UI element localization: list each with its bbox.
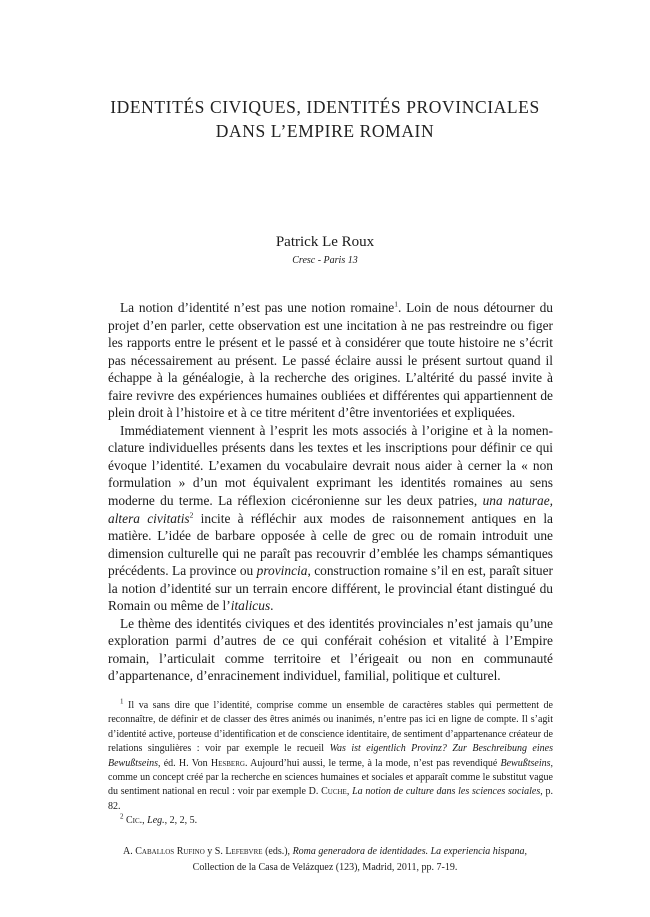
footnote-1-text-f: , p. 82.: [108, 786, 553, 812]
footnote-2-text-a: ,: [142, 815, 148, 827]
author-name: Patrick Le Roux: [275, 234, 375, 250]
paragraph-2-text-b: incite à réfléchir aux modes de raisonnement antiques en la matière. L’idée de barbare opposée à celle de grec ou de romain introduit une dimension culturelle qui ne paraît pas recouvrir d’emblée les champs sémantiques précédents. La province ou: [108, 510, 553, 579]
citation-text-c: (eds.),: [262, 846, 293, 857]
footnote-2: [108, 814, 553, 828]
citation-text-b: y S.: [204, 846, 226, 857]
footnote-ref-1[interactable]: 1: [394, 299, 398, 309]
citation-book-title: Roma generadora de identidades. La experiencia hispana,: [292, 846, 527, 857]
footnote-1-text-e: ,: [346, 786, 353, 798]
footnote-1-text-d: , comme un concept créé par la recherche en sciences humaines et sociales et apparaît comme le substitut vague du sentiment national en recul : voir par exemple D.: [108, 757, 553, 798]
paragraph-3: Le thème des identités civiques et des identités provinciales n’est jamais qu’une exploration parmi d’autres de ce qui conférait cohésion et vitalité à l’Empire romain, l’articulait comme territoire et l’érigeait ou non en communauté d’appartenance, d’enracinement individuel, familial, politique et culturel.: [108, 615, 553, 684]
footnote-1-author: Cuche: [321, 786, 347, 798]
footnotes: [108, 699, 553, 829]
paragraph-1-text-b: . Loin de nous détourner du projet d’en parler, cette observation est une incitation à ne pas restreindre ou figer les rapports entre le présent et le passé et à considérer que toute histoire ne s’écrit pas nécessairement au présent. Le passé éclaire aussi le présent surtout quand il échappe à la généalogie, à la recherche des origines. L’altérité du passé invite à faire revivre des expériences humaines oubliées et différentes qui appartiennent de plein droit à l’histoire et à ce titre méritent d’être inventoriées et expliquées.: [108, 300, 553, 421]
footnote-1-text-b: , éd. H. Von: [158, 757, 211, 769]
term-italicus: italicus: [230, 598, 271, 614]
footnote-1-editor: Hesberg: [210, 757, 245, 769]
paragraph-1: [108, 299, 553, 422]
term-provincia: provincia: [256, 563, 308, 579]
source-citation: [0, 844, 650, 876]
citation-line-2: Collection de la Casa de Velázquez (123), Madrid, 2011, pp. 7-19.: [192, 862, 458, 873]
footnote-ref-2[interactable]: 2: [189, 510, 194, 520]
paragraph-2: [108, 422, 553, 615]
citation-text-a: A.: [123, 846, 136, 857]
paragraph-2-text-a: Immédiatement viennent à l’esprit les mots associés à l’origine et à la nomenclature individuelles présents dans les textes et les inscriptions pour définir ce qui évoque l’identité. L’examen du vocabulaire devrait nous aider à cerner la « non formulation » d’un mot équivalent exprimant les identités romaines au sens moderne du terme. La réflexion cicéronienne sur les deux patries,: [108, 422, 553, 509]
footnote-2-work: Leg.: [147, 815, 165, 827]
paragraph-1-text-a: La notion d’identité n’est pas une notion romaine: [120, 300, 395, 315]
citation-line-1: [0, 844, 650, 860]
footnote-2-number: 2: [120, 812, 124, 821]
paragraph-2-text-d: .: [270, 598, 274, 614]
footnote-1-text-a: Il va sans dire que l’identité, comprise comme un ensemble de caractères stables qui permettent de reconnaître, de définir et de classer des êtres animés ou inanimés, n’entre pas ici en ligne de compte. Il s’agit d’identité active, porteuse d’identification et de conscience identitaire, de sentiment d’appartenance créateur de relations singulières : voir par exemple le recueil: [108, 700, 553, 755]
author-affiliation: Cresc - Paris 13: [292, 255, 358, 266]
footnote-1-term: Bewußtseins: [500, 757, 551, 769]
article-title: [0, 95, 650, 143]
footnote-2-author: Cic.: [123, 815, 143, 827]
citation-editor-1: Caballos Rufino: [135, 846, 205, 857]
footnote-1-book-title: Was ist eigentlich Provinz? Zur Beschreibung eines Bewußtseins: [108, 743, 553, 769]
footnote-1-number: 1: [120, 697, 124, 706]
latin-quote: una naturae, altera civitatis: [108, 493, 554, 526]
footnote-2-text-b: , 2, 2, 5.: [164, 815, 198, 827]
body-text: [108, 299, 553, 685]
paragraph-2-text-c: , construction romaine s’il en est, paraît situer la notion d’identité sur un terrain encore différent, le provincial étant distingué du Romain ou même de l’: [108, 563, 553, 614]
title-line-1: IDENTITÉS CIVIQUES, IDENTITÉS PROVINCIALES: [110, 97, 540, 117]
citation-editor-2: Lefebvre: [225, 846, 263, 857]
footnote-1: [108, 699, 553, 814]
footnote-1-work-title: La notion de culture dans les sciences sociales: [352, 786, 541, 798]
footnote-1-text-c: . Aujourd’hui aussi, le terme, à la mode, n’est pas revendiqué: [244, 757, 501, 769]
title-line-2: DANS L’EMPIRE ROMAIN: [215, 121, 435, 141]
